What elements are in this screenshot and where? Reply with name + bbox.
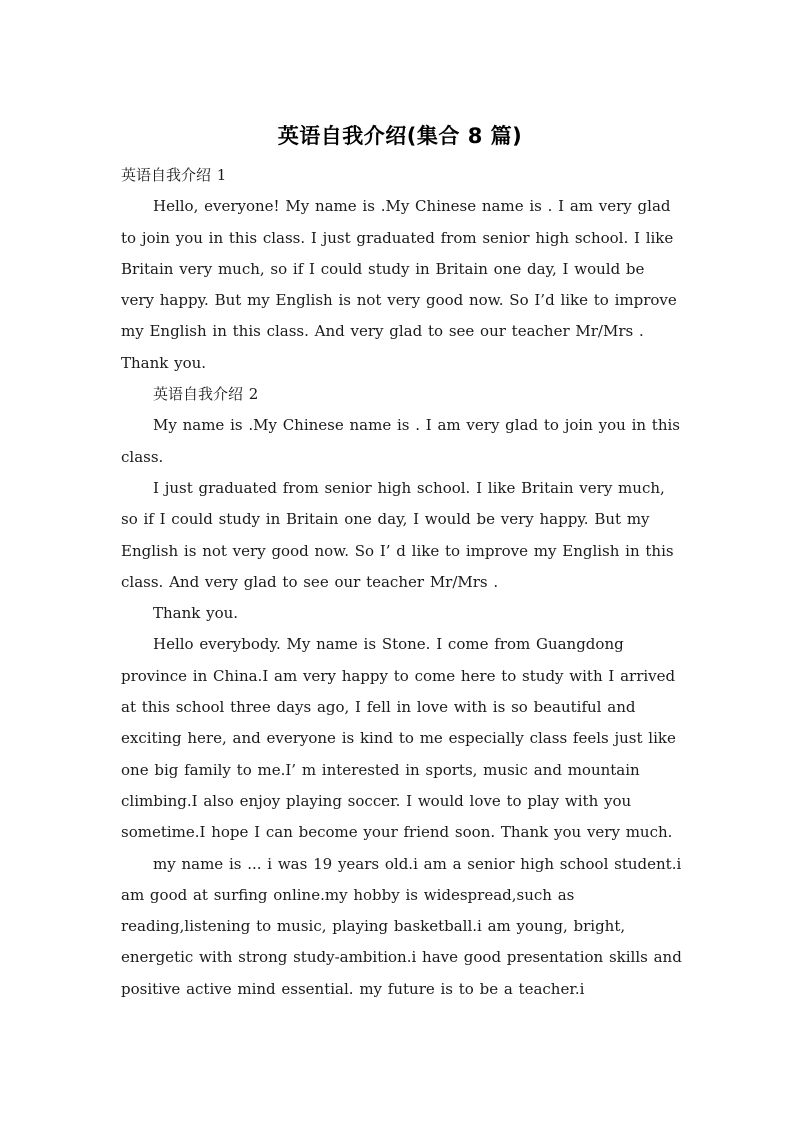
section-1-heading: 英语自我介绍 1 xyxy=(121,166,227,184)
section-2-paragraph-1: My name is .My Chinese name is . I am very glad to join you in this class. xyxy=(121,416,680,466)
section-2-paragraph-3: Thank you. xyxy=(153,604,239,623)
document-body xyxy=(121,160,683,1005)
section-2-paragraph-2: I just graduated from senior high school. I like Britain very much, so if I could study in Britain one day, I would be very happy. But my English is not very good now. So I’ d like to improve my English in this class. And very glad to see our teacher Mr/Mrs . xyxy=(121,478,674,591)
document-title: 英语自我介绍(集合 8 篇) xyxy=(277,124,523,148)
section-1-paragraph-1: Hello, everyone! My name is .My Chinese name is . I am very glad to join you in this class. I just graduated from senior high school. I like Britain very much, so if I could study in Britain one day, I would be very happy. But my English is not very good now. So I’d like to improve my English in this class. And very glad to see our teacher Mr/Mrs . Thank you. xyxy=(121,197,677,372)
section-2-paragraph-5: my name is ... i was 19 years old.i am a senior high school student.i am good at surfing online.my hobby is widespread,such as reading,listening to music, playing basketball.i am young, bright, energetic with strong study-ambition.i have good presentation skills and positive active mind essential. my future is to be a teacher.i xyxy=(121,854,682,998)
section-2-heading: 英语自我介绍 2 xyxy=(153,385,259,404)
section-2-paragraph-4: Hello everybody. My name is Stone. I come from Guangdong province in China.I am very happy to come here to study with I arrived at this school three days ago, I fell in love with is so beautiful and exciting here, and everyone is kind to me especially class feels just like one big family to me.I’ m interested in sports, music and mountain climbing.I also enjoy playing soccer. I would love to play with you sometime.I hope I can become your friend soon. Thank you very much. xyxy=(121,635,676,842)
